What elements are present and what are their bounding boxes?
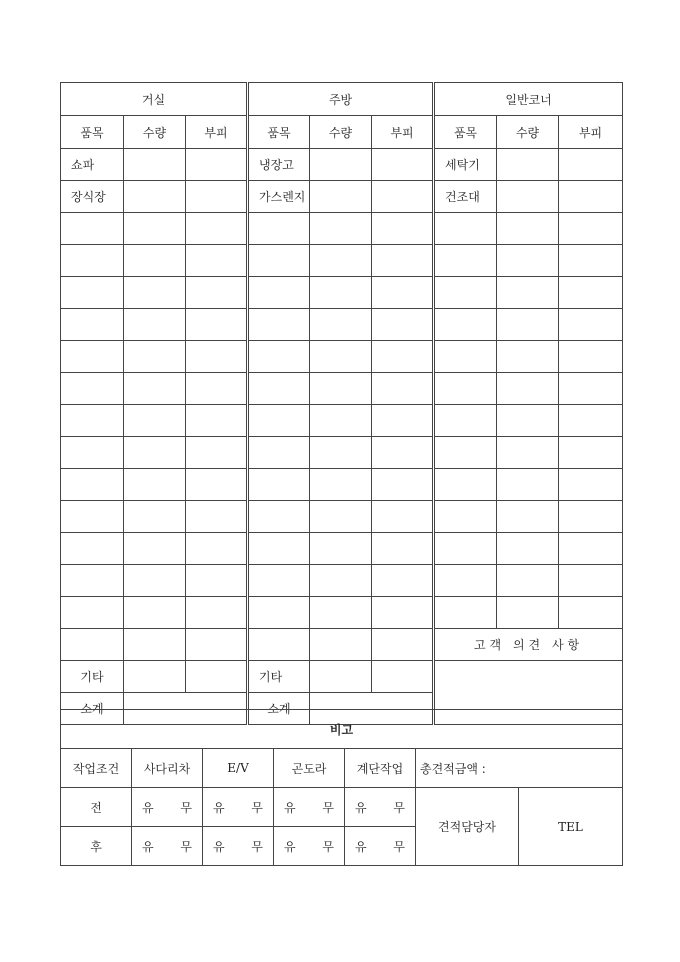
- no-option[interactable]: 무: [251, 800, 263, 815]
- col-volume: 부피: [372, 116, 434, 149]
- other-label: 기타: [248, 661, 310, 693]
- table-row: [61, 533, 623, 565]
- item-cell: 세탁기: [434, 149, 497, 181]
- qty-cell[interactable]: [310, 181, 372, 213]
- no-option[interactable]: 무: [322, 800, 334, 815]
- item-cell: 쇼파: [61, 149, 124, 181]
- no-option[interactable]: 무: [322, 839, 334, 854]
- yes-no-toggle[interactable]: [345, 827, 416, 866]
- volume-cell[interactable]: [559, 181, 623, 213]
- yes-no-toggle[interactable]: [274, 788, 345, 827]
- section-living: 거실: [61, 83, 248, 116]
- table-row: [61, 149, 623, 181]
- col-volume: 부피: [186, 116, 248, 149]
- item-cell: 냉장고: [248, 149, 310, 181]
- table-row: [61, 405, 623, 437]
- tel-label: TEL: [519, 788, 623, 866]
- condition-elevator: E/V: [203, 749, 274, 788]
- volume-cell[interactable]: [372, 181, 434, 213]
- total-estimate[interactable]: [416, 749, 623, 788]
- table-row: [61, 597, 623, 629]
- yes-option[interactable]: 유: [142, 800, 154, 815]
- qty-cell[interactable]: [124, 149, 186, 181]
- item-cell: 건조대: [434, 181, 497, 213]
- yes-option[interactable]: 유: [213, 800, 225, 815]
- volume-cell[interactable]: [186, 181, 248, 213]
- table-row: [61, 501, 623, 533]
- section-kitchen: 주방: [248, 83, 434, 116]
- yes-option[interactable]: 유: [284, 800, 296, 815]
- condition-stairs: 계단작업: [345, 749, 416, 788]
- condition-gondola: 곤도라: [274, 749, 345, 788]
- yes-no-toggle[interactable]: [132, 788, 203, 827]
- subtotal-label: 소계: [61, 693, 124, 725]
- yes-option[interactable]: 유: [142, 839, 154, 854]
- volume-cell[interactable]: [559, 149, 623, 181]
- table-row: [61, 437, 623, 469]
- item-cell: 장식장: [61, 181, 124, 213]
- col-qty: 수량: [497, 116, 559, 149]
- table-row: [61, 277, 623, 309]
- other-row: [61, 661, 623, 693]
- yes-no-toggle[interactable]: [203, 788, 274, 827]
- subtotal-label: 소계: [248, 693, 310, 725]
- col-qty: 수량: [124, 116, 186, 149]
- qty-cell[interactable]: [310, 149, 372, 181]
- table-row: [61, 629, 623, 661]
- table-row: [61, 213, 623, 245]
- volume-cell[interactable]: [186, 149, 248, 181]
- condition-label: 작업조건: [61, 749, 132, 788]
- estimator-label: 견적담당자: [416, 788, 519, 866]
- yes-no-toggle[interactable]: [274, 827, 345, 866]
- section-general: 일반코너: [434, 83, 623, 116]
- table-row: [61, 341, 623, 373]
- table-row: [61, 245, 623, 277]
- qty-cell[interactable]: [497, 149, 559, 181]
- table-row: [61, 565, 623, 597]
- item-cell: 가스렌지: [248, 181, 310, 213]
- table-row: [61, 309, 623, 341]
- condition-ladder: 사다리차: [132, 749, 203, 788]
- yes-option[interactable]: 유: [284, 839, 296, 854]
- inventory-table: [60, 82, 623, 725]
- no-option[interactable]: 무: [180, 800, 192, 815]
- table-row: [61, 469, 623, 501]
- col-item: 품목: [434, 116, 497, 149]
- no-option[interactable]: 무: [393, 800, 405, 815]
- yes-no-toggle[interactable]: [203, 827, 274, 866]
- other-label: 기타: [61, 661, 124, 693]
- table-row: [61, 181, 623, 213]
- yes-no-toggle[interactable]: [345, 788, 416, 827]
- col-item: 품목: [61, 116, 124, 149]
- before-label: 전: [61, 788, 132, 827]
- remarks-title: 비고: [61, 710, 623, 749]
- total-estimate-label: 총견적금액 :: [420, 761, 486, 776]
- no-option[interactable]: 무: [251, 839, 263, 854]
- yes-no-toggle[interactable]: [132, 827, 203, 866]
- col-volume: 부피: [559, 116, 623, 149]
- col-qty: 수량: [310, 116, 372, 149]
- after-label: 후: [61, 827, 132, 866]
- customer-opinion-label: 고객 의견 사항: [434, 629, 623, 661]
- qty-cell[interactable]: [124, 181, 186, 213]
- yes-option[interactable]: 유: [355, 839, 367, 854]
- table-row: [61, 373, 623, 405]
- volume-cell[interactable]: [372, 149, 434, 181]
- no-option[interactable]: 무: [393, 839, 405, 854]
- col-item: 품목: [248, 116, 310, 149]
- yes-option[interactable]: 유: [355, 800, 367, 815]
- qty-cell[interactable]: [497, 181, 559, 213]
- no-option[interactable]: 무: [180, 839, 192, 854]
- yes-option[interactable]: 유: [213, 839, 225, 854]
- remarks-table: [60, 709, 623, 866]
